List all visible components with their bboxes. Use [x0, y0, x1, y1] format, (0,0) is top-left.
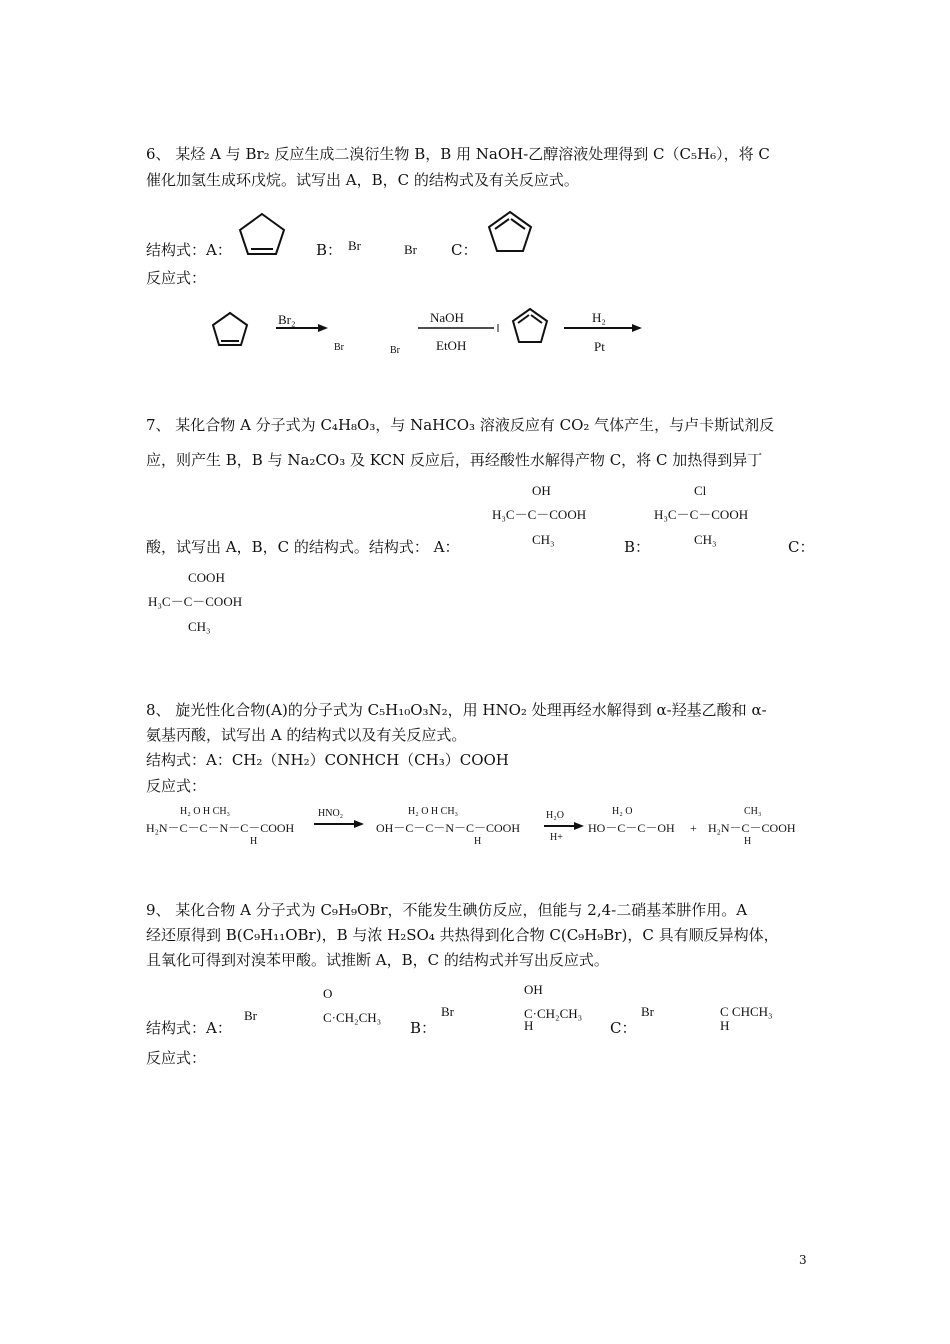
- q6-react-br-a: Br: [334, 342, 344, 353]
- q8-m1: H₂N－C－C－N－C－COOH: [146, 821, 295, 835]
- q6-br1: Br: [348, 238, 361, 253]
- q7-b-bot: CH₃: [694, 532, 717, 547]
- q6-arrow-1: [276, 324, 328, 332]
- q7-line3: 酸，试写出 A，B，C 的结构式。结构式： A：: [146, 538, 460, 556]
- q9-b-oh: OH: [524, 982, 543, 997]
- q6-c-label: C：: [451, 241, 478, 259]
- q9-c-h: H: [720, 1018, 730, 1033]
- q9-a-br: Br: [244, 1008, 257, 1023]
- q9-struct-label: 结构式：A：: [146, 1019, 232, 1037]
- q6-reactant-cyclopentene: [210, 310, 250, 348]
- q7-c-mid: H₃C－C－COOH: [148, 594, 243, 609]
- q9-line2: 经还原得到 B(C₉H₁₁OBr)，B 与浓 H₂SO₄ 共热得到化合物 C(C₉H₉Br)，C 具有顺反异构体，: [146, 926, 779, 944]
- q8-react-label: 反应式：: [146, 777, 207, 795]
- q8-struct: 结构式：A：CH₂（NH₂）CONHCH（CH₃）COOH: [146, 751, 509, 769]
- q9-line1: 9、 某化合物 A 分子式为 C₉H₉OBr，不能发生碘仿反应，但能与 2,4-二硝基苯肼作用。A: [146, 901, 748, 919]
- q8-hno2: HNO₂: [318, 808, 344, 819]
- q6-h2-reagent: H₂: [592, 310, 606, 325]
- q8-line1: 8、 旋光性化合物(A)的分子式为 C₅H₁₀O₃N₂，用 HNO₂ 处理再经水解得到 α-羟基乙酸和 α-: [146, 701, 767, 719]
- q6-struct-label: 结构式：A：: [146, 241, 232, 259]
- q9-a-chain: C·CH₂CH₃: [323, 1010, 382, 1025]
- q7-c-label: C：: [788, 538, 815, 556]
- q6-b-label: B：: [316, 241, 343, 259]
- q8-plus: +: [690, 821, 697, 835]
- q8-m1-top: H₂ O H CH₃: [180, 806, 231, 817]
- q8-arrow-2: [544, 822, 584, 830]
- q9-react-label: 反应式：: [146, 1049, 207, 1067]
- q8-p2: H₂N－C－COOH: [708, 821, 796, 835]
- cyclopentadiene-c-diagram: [485, 208, 535, 256]
- q8-h2o: H₂O: [546, 810, 564, 821]
- q9-b-h: H: [524, 1018, 534, 1033]
- q8-p2-top: CH₃: [744, 806, 762, 817]
- q8-p2-bot: H: [744, 836, 752, 847]
- q8-m2-bot: H: [474, 836, 482, 847]
- q6-react-br-b: Br: [390, 345, 400, 356]
- q8-line2: 氨基丙酸，试写出 A 的结构式以及有关反应式。: [146, 726, 467, 744]
- q9-a-o: O: [323, 986, 333, 1001]
- q6-arrow-3: [564, 324, 642, 332]
- q7-b-mid: H₃C－C－COOH: [654, 507, 749, 522]
- q9-c-br: Br: [641, 1004, 654, 1019]
- q9-b-chain: C·CH₂CH₃: [524, 1006, 583, 1021]
- q6-naoh-reagent: NaOH: [430, 310, 464, 325]
- q7-a-top: OH: [532, 483, 551, 498]
- q6-product-cyclopentadiene: [510, 306, 550, 346]
- q9-c-chain: C CHCH₃: [720, 1004, 773, 1019]
- q8-m2: OH－C－C－N－C－COOH: [376, 821, 521, 835]
- q8-m2-top: H₂ O H CH₃: [408, 806, 459, 817]
- q7-a-bot: CH₃: [532, 532, 555, 547]
- q6-br2: Br: [404, 242, 417, 257]
- cyclopentene-a-diagram: [236, 210, 288, 258]
- page-number: 3: [799, 1253, 807, 1267]
- q6-pt-reagent: Pt: [594, 339, 605, 354]
- q7-line1: 7、 某化合物 A 分子式为 C₄H₈O₃，与 NaHCO₃ 溶液反应有 CO₂ 气体产生，与卢卡斯试剂反: [146, 416, 775, 434]
- q9-b-label: B：: [410, 1019, 437, 1037]
- q6-br2-reagent: Br₂: [278, 312, 296, 327]
- q8-p1-top: H₂ O: [612, 806, 633, 817]
- q8-m1-bot: H: [250, 836, 258, 847]
- q7-line2: 应，则产生 B，B 与 Na₂CO₃ 及 KCN 反应后，再经酸性水解得产物 C，将 C 加热得到异丁: [146, 451, 763, 469]
- q6-arrow-2: [418, 324, 500, 332]
- q6-react-label: 反应式：: [146, 269, 207, 287]
- q6-line2: 催化加氢生成环戊烷。试写出 A，B，C 的结构式及有关反应式。: [146, 171, 579, 189]
- q7-c-bot: CH₃: [188, 619, 211, 634]
- q8-hplus: H+: [550, 832, 563, 843]
- q6-etoh-reagent: EtOH: [436, 338, 467, 353]
- q7-b-top: Cl: [694, 483, 707, 498]
- q7-b-label: B：: [624, 538, 651, 556]
- q7-c-top: COOH: [188, 570, 225, 585]
- q8-p1: HO－C－C－OH: [588, 821, 675, 835]
- q9-c-label: C：: [610, 1019, 637, 1037]
- q9-b-br: Br: [441, 1004, 454, 1019]
- q9-line3: 且氧化可得到对溴苯甲酸。试推断 A，B，C 的结构式并写出反应式。: [146, 951, 609, 969]
- q6-line1: 6、 某烃 A 与 Br₂ 反应生成二溴衍生物 B，B 用 NaOH-乙醇溶液处理得到 C（C₅H₆），将 C: [146, 145, 770, 163]
- q8-arrow-1: [314, 820, 364, 828]
- q7-a-mid: H₃C－C－COOH: [492, 507, 587, 522]
